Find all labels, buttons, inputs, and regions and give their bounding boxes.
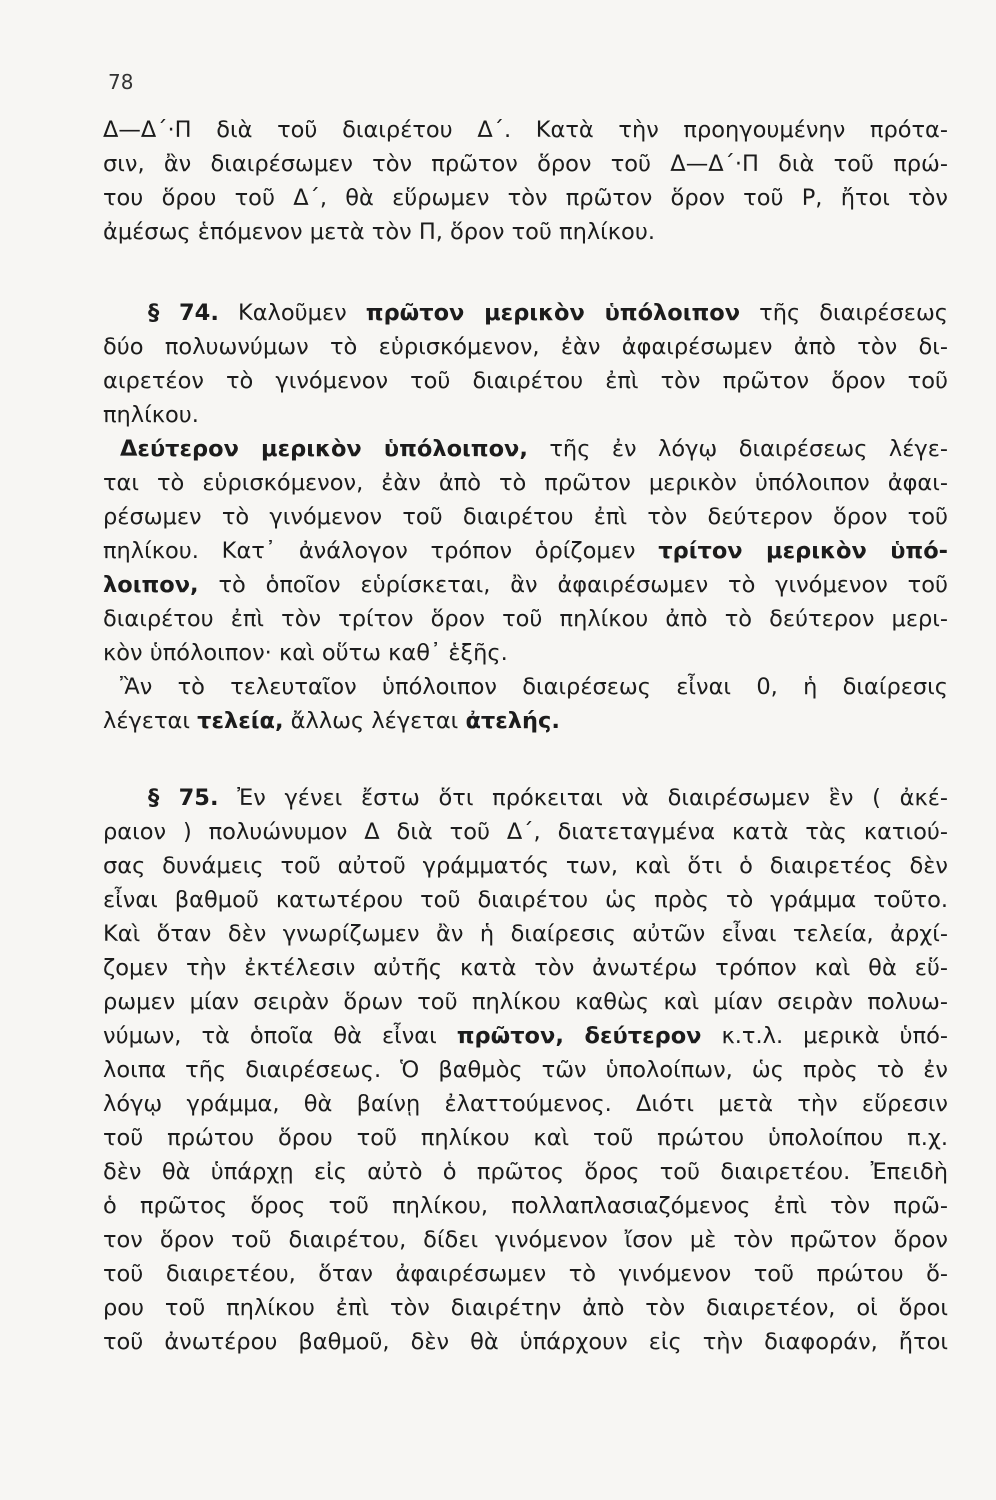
text-line: Δεύτερον μερικὸν ὑπόλοιπον, τῆς ἐν λόγῳ διαιρέσεως λέγε- — [120, 436, 948, 462]
text-line: Δ—Δ΄·Π διὰ τοῦ διαιρέτου Δ΄. Κατὰ τὴν προηγουμένην πρότα- — [103, 117, 948, 143]
text-line: λόγῳ γράμμα, θὰ βαίνῃ ἐλαττούμενος. Διότι μετὰ τὴν εὕρεσιν — [103, 1091, 948, 1117]
text-line: εἶναι βαθμοῦ κατωτέρου τοῦ διαιρέτου ὡς πρὸς τὸ γράμμα τοῦτο. — [103, 887, 948, 913]
text-line: ται τὸ εὑρισκόμενον, ἐὰν ἀπὸ τὸ πρῶτον μερικὸν ὑπόλοιπον ἀφαι- — [103, 470, 948, 496]
text-line: Καὶ ὅταν δὲν γνωρίζωμεν ἂν ἡ διαίρεσις αὐτῶν εἶναι τελεία, ἀρχί- — [103, 921, 948, 947]
text-line: σας δυνάμεις τοῦ αὐτοῦ γράμματός των, καὶ ὅτι ὁ διαιρετέος δὲν — [103, 853, 948, 879]
text-line: § 74. Καλοῦμεν πρῶτον μερικὸν ὑπόλοιπον τῆς διαιρέσεως — [148, 300, 948, 326]
text-line: σιν, ἂν διαιρέσωμεν τὸν πρῶτον ὅρον τοῦ Δ—Δ΄·Π διὰ τοῦ πρώ- — [103, 151, 948, 177]
text-line: λοιπον, τὸ ὁποῖον εὑρίσκεται, ἂν ἀφαιρέσωμεν τὸ γινόμενον τοῦ — [103, 572, 948, 598]
text-line: ρωμεν μίαν σειρὰν ὅρων τοῦ πηλίκου καθὼς καὶ μίαν σειρὰν πολυω- — [103, 989, 948, 1015]
text-line: λοιπα τῆς διαιρέσεως. Ὁ βαθμὸς τῶν ὑπολοίπων, ὡς πρὸς τὸ ἐν — [103, 1057, 948, 1083]
text-line: διαιρέτου ἐπὶ τὸν τρίτον ὅρον τοῦ πηλίκου ἀπὸ τὸ δεύτερον μερι- — [103, 606, 948, 632]
text-line: τοῦ ἀνωτέρου βαθμοῦ, δὲν θὰ ὑπάρχουν εἰς τὴν διαφοράν, ἤτοι — [103, 1329, 948, 1355]
text-line: ραιον ) πολυώνυμον Δ διὰ τοῦ Δ΄, διατεταγμένα κατὰ τὰς κατιού- — [103, 819, 948, 845]
page-number: 78 — [108, 70, 134, 94]
text-line: λέγεται τελεία, ἄλλως λέγεται ἀτελής. — [103, 708, 560, 734]
text-line: τον ὅρον τοῦ διαιρέτου, δίδει γινόμενον ἴσον μὲ τὸν πρῶτον ὅρον — [103, 1227, 948, 1253]
text-line: κὸν ὑπόλοιπον· καὶ οὕτω καθ᾽ ἑξῆς. — [103, 640, 508, 666]
text-line: δὲν θὰ ὑπάρχῃ εἰς αὐτὸ ὁ πρῶτος ὅρος τοῦ διαιρετέου. Ἐπειδὴ — [103, 1159, 948, 1185]
text-line: πηλίκου. Κατ᾽ ἀνάλογον τρόπον ὁρίζομεν τρίτον μερικὸν ὑπό- — [103, 538, 948, 564]
text-line: ὁ πρῶτος ὅρος τοῦ πηλίκου, πολλαπλασιαζόμενος ἐπὶ τὸν πρῶ- — [103, 1193, 948, 1219]
text-line: Ἂν τὸ τελευταῖον ὑπόλοιπον διαιρέσεως εἶναι 0, ἡ διαίρεσις — [120, 674, 948, 700]
text-line: ρου τοῦ πηλίκου ἐπὶ τὸν διαιρέτην ἀπὸ τὸν διαιρετέον, οἱ ὅροι — [103, 1295, 948, 1321]
text-line: § 75. Ἐν γένει ἔστω ὅτι πρόκειται νὰ διαιρέσωμεν ἓν ( ἀκέ- — [148, 785, 948, 811]
text-line: νύμων, τὰ ὁποῖα θὰ εἶναι πρῶτον, δεύτερον κ.τ.λ. μερικὰ ὑπό- — [103, 1023, 948, 1049]
text-line: αιρετέον τὸ γινόμενον τοῦ διαιρέτου ἐπὶ τὸν πρῶτον ὅρον τοῦ — [103, 368, 948, 394]
text-line: του ὅρου τοῦ Δ΄, θὰ εὕρωμεν τὸν πρῶτον ὅρον τοῦ Ρ, ἤτοι τὸν — [103, 185, 948, 211]
text-line: τοῦ διαιρετέου, ὅταν ἀφαιρέσωμεν τὸ γινόμενον τοῦ πρώτου ὅ- — [103, 1261, 948, 1287]
text-line: ρέσωμεν τὸ γινόμενον τοῦ διαιρέτου ἐπὶ τὸν δεύτερον ὅρον τοῦ — [103, 504, 948, 530]
text-line: ζομεν τὴν ἐκτέλεσιν αὐτῆς κατὰ τὸν ἀνωτέρω τρόπον καὶ θὰ εὕ- — [103, 955, 948, 981]
text-line: πηλίκου. — [103, 402, 199, 428]
text-line: τοῦ πρώτου ὅρου τοῦ πηλίκου καὶ τοῦ πρώτου ὑπολοίπου π.χ. — [103, 1125, 948, 1151]
text-line: ἀμέσως ἑπόμενον μετὰ τὸν Π, ὅρον τοῦ πηλίκου. — [103, 219, 655, 245]
text-line: δύο πολυωνύμων τὸ εὑρισκόμενον, ἐὰν ἀφαιρέσωμεν ἀπὸ τὸν δι- — [103, 334, 948, 360]
